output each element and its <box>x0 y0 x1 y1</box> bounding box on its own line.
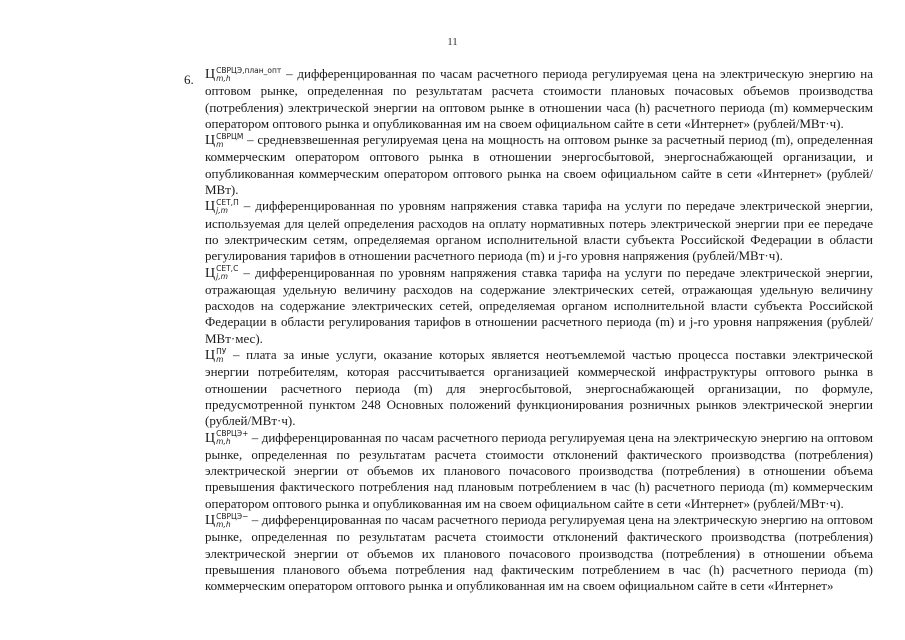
formula-symbol: Ц ПУ m <box>205 346 227 364</box>
formula-symbol: Ц СВРЦЭ− m,h <box>205 511 249 529</box>
formula-superscript: СВРЦЭ+ <box>216 429 249 439</box>
definition-text: – дифференцированная по уровням напряжения ставка тарифа на услуги по передаче электрической энергии, отражающая удельную величину расходов на содержание электрических сетей, отражающая удельную величину расходов на содержание электрических сетей, определяемая органом исполнительной власти субъекта Российской Федерации в области регулирования тарифов в отношении расчетного периода (m) и j-го уровня напряжения (рублей/МВт·мес). <box>205 264 873 346</box>
formula-superscript: СВРЦЭ,план_опт <box>216 65 282 75</box>
formula-subscript: j,m <box>216 272 228 282</box>
definition-text: – средневзвешенная регулируемая цена на мощность на оптовом рынке за расчетный период (m), определенная коммерческим оператором оптового рынка в отношении энергосбытовой, энергоснабжающей организации, и опубликованная коммерческим оператором оптового рынка на своем официальном сайте в сети «Интернет» (рублей/МВт). <box>205 132 873 198</box>
formula-subscript: m,h <box>216 519 231 529</box>
formula-symbol: Ц СЕТ,С j,m <box>205 264 239 282</box>
item-number: 6. <box>184 72 194 87</box>
formula-superscript: ПУ <box>216 346 227 356</box>
formula-superscript: СВРЦМ <box>216 131 244 141</box>
definition-text: – плата за иные услуги, оказание которых является неотъемлемой частью процесса поставки электрической энергии потребителям, которая рассчитывается организацией коммерческой инфраструктуры оптового рынка в отношении расчетного периода (m) для энергосбытовой, энергоснабжающей организации, по формуле, предусмотренной пунктом 248 Основных положений функционирования розничных рынков электрической энергии (рублей/МВт·ч). <box>205 347 873 429</box>
definition-paragraph <box>205 347 873 429</box>
formula-subscript: m,h <box>216 437 231 447</box>
formula-subscript: m <box>216 354 224 364</box>
definition-text: – дифференцированная по часам расчетного периода регулируемая цена на электрическую энергию на оптовом рынке, определенная по результатам расчета стоимости плановых почасовых объемов производства (потребления) электрической энергии на оптовом рынке в отношении часа (h) расчетного периода (m) коммерческим оператором оптового рынка и опубликованная им на своем официальном сайте в сети «Интернет» (рублей/МВт·ч). <box>205 66 873 131</box>
definition-paragraph <box>205 198 873 264</box>
formula-symbol: Ц СВРЦМ m <box>205 131 244 149</box>
definition-text: – дифференцированная по часам расчетного периода регулируемая цена на электрическую энергию на оптовом рынке, определенная по результатам расчета стоимости отклонений фактического производства (потребления) электрической энергии от объемов их планового почасового производства (потребления) в отношении объема превышения планового объема потребления над фактическим потреблением в час (h) расчетного периода (m) коммерческим оператором оптового рынка и опубликованная им на своем официальном сайте в сети «Интернет» <box>205 512 873 594</box>
formula-symbol: Ц СВРЦЭ+ m,h <box>205 429 249 447</box>
formula-subscript: m,h <box>216 73 231 83</box>
page-number: 11 <box>447 36 458 48</box>
definition-paragraph <box>205 265 873 347</box>
formula-symbol: Ц СВРЦЭ,план_опт m,h <box>205 65 282 83</box>
formula-symbol: Ц СЕТ,П j,m <box>205 198 239 216</box>
definition-text: – дифференцированная по уровням напряжения ставка тарифа на услуги по передаче электрической энергии, используемая для целей определения расходов на оплату нормативных потерь электрической энергии при ее передаче по электрическим сетям, определяемая органом исполнительной власти субъекта Российской Федерации в области регулирования тарифов в отношении расчетного периода (m) и j-го уровня напряжения (рублей/МВт·ч). <box>205 198 873 264</box>
formula-subscript: j,m <box>216 206 228 216</box>
formula-superscript: СЕТ,П <box>216 198 239 208</box>
formula-subscript: m <box>216 139 224 149</box>
definition-paragraph <box>205 430 873 512</box>
formula-superscript: СВРЦЭ− <box>216 511 249 521</box>
definitions-list <box>205 66 873 595</box>
definition-paragraph <box>205 512 873 594</box>
definition-paragraph <box>205 66 873 132</box>
definition-text: – дифференцированная по часам расчетного периода регулируемая цена на электрическую энергию на оптовом рынке, определенная по результатам расчета стоимости отклонений фактического производства (потребления) электрической энергии от объемов их планового почасового производства (потребления) в отношении объема превышения фактического потребления над плановым потреблением в час (h) расчетного периода (m) коммерческим оператором оптового рынка и опубликованная им на своем официальном сайте в сети «Интернет» (рублей/МВт·ч). <box>205 429 873 511</box>
definition-paragraph <box>205 132 873 198</box>
formula-superscript: СЕТ,С <box>216 264 239 274</box>
